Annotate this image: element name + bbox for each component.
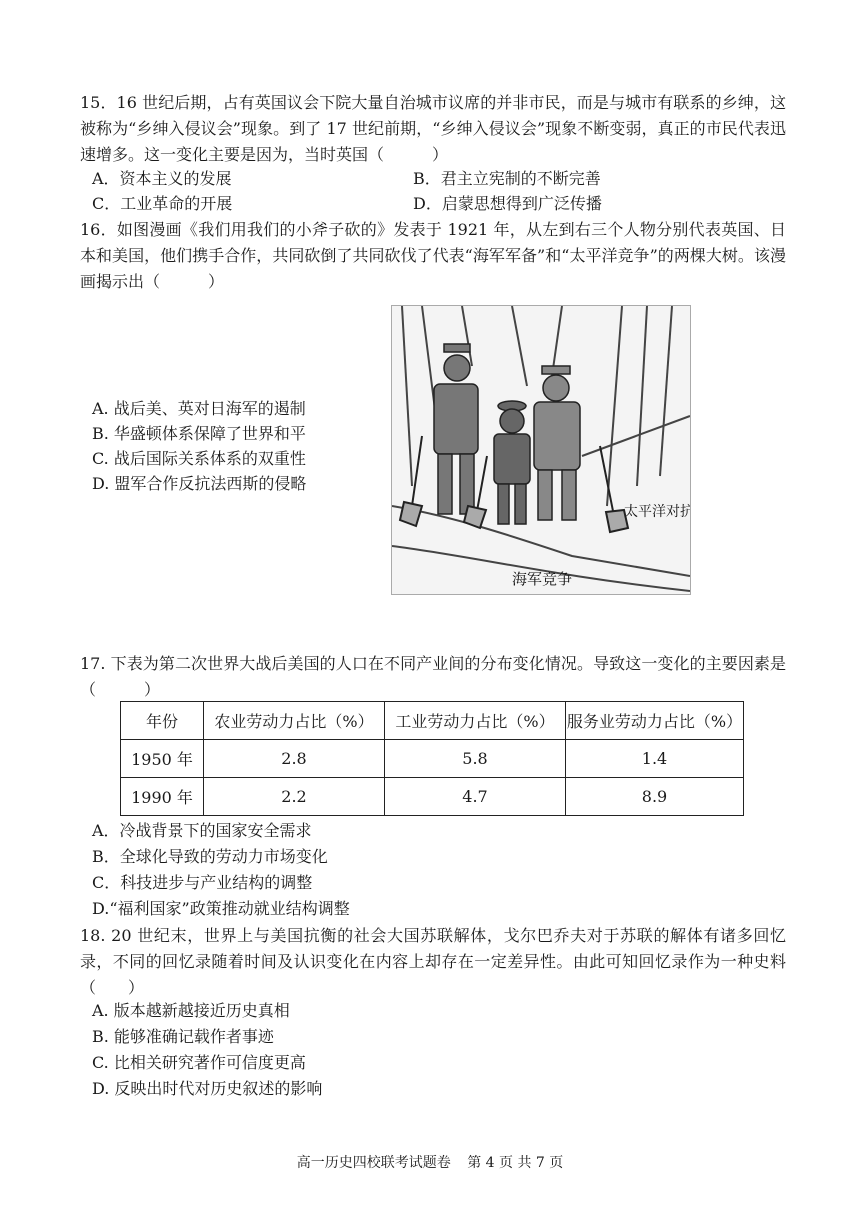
question-17-option-d: D.“福利国家”政策推动就业结构调整 <box>92 899 350 918</box>
question-18-stem: 18. 20 世纪末，世界上与美国抗衡的社会大国苏联解体，戈尔巴乔夫对于苏联的解体有诸多回忆录，不同的回忆录随着时间及认识变化在内容上却存在一定差异性。由此可知回忆录作为一种史料（ ） <box>80 926 786 997</box>
question-18-option-d: D. 反映出时代对历史叙述的影响 <box>92 1079 323 1098</box>
table-header-cell: 农业劳动力占比（%） <box>204 702 385 740</box>
table-cell: 5.8 <box>385 740 566 778</box>
question-16-option-d: D. 盟军合作反抗法西斯的侵略 <box>92 474 307 493</box>
figure-middle <box>494 401 530 524</box>
table-row <box>121 778 744 816</box>
table-header-cell: 工业劳动力占比（%） <box>385 702 566 740</box>
table-cell: 8.9 <box>566 778 744 816</box>
question-18-option-b: B. 能够准确记载作者事迹 <box>92 1027 274 1046</box>
question-16-option-b: B. 华盛顿体系保障了世界和平 <box>92 424 306 443</box>
table-cell: 1.4 <box>566 740 744 778</box>
question-15-option-b: B．君主立宪制的不断完善 <box>413 169 601 188</box>
cartoon-label-naval: 海军竞争 <box>512 570 573 588</box>
figure-right <box>534 366 580 520</box>
exam-title: 高一历史四校联考试题卷 <box>296 1155 451 1171</box>
cartoon-label-pacific: 太平洋对抗 <box>624 504 690 520</box>
political-cartoon <box>391 305 691 595</box>
question-16-option-c: C. 战后国际关系体系的双重性 <box>92 449 306 468</box>
page-footer <box>0 1152 860 1172</box>
population-table <box>120 701 744 816</box>
question-16-stem: 16．如图漫画《我们用我们的小斧子砍的》发表于 1921 年，从左到右三个人物分别代表英国、日本和美国，他们携手合作，共同砍倒了共同砍伐了代表“海军军备”和“太平洋竞争”的两棵大树。该漫画揭示出（ ） <box>80 220 786 291</box>
question-17-option-a: A．冷战背景下的国家安全需求 <box>92 821 312 840</box>
cartoon-drawing <box>392 306 690 594</box>
figure-left <box>434 344 478 514</box>
question-17-stem: 17. 下表为第二次世界大战后美国的人口在不同产业间的分布变化情况。导致这一变化的主要因素是（ ） <box>80 654 786 699</box>
table-header-cell: 年份 <box>121 702 204 740</box>
table-cell: 2.2 <box>204 778 385 816</box>
table-header-cell: 服务业劳动力占比（%） <box>566 702 744 740</box>
table-cell: 1990 年 <box>121 778 204 816</box>
question-15-stem: 15．16 世纪后期，占有英国议会下院大量自治城市议席的并非市民，而是与城市有联系的乡绅，这被称为“乡绅入侵议会”现象。到了 17 世纪前期，“乡绅入侵议会”现象不断变弱，真正的市民代表迅速增多。这一变化主要是因为，当时英国（ ） <box>80 93 786 164</box>
question-16-option-a: A. 战后美、英对日海军的遏制 <box>92 399 306 418</box>
table-cell: 4.7 <box>385 778 566 816</box>
question-18-option-c: C. 比相关研究著作可信度更高 <box>92 1053 306 1072</box>
question-15-option-a: A．资本主义的发展 <box>92 169 232 188</box>
question-18-option-a: A. 版本越新越接近历史真相 <box>92 1001 290 1020</box>
page-number: 第 4 页 共 7 页 <box>467 1155 564 1171</box>
table-header-row <box>121 702 744 740</box>
question-15-option-d: D．启蒙思想得到广泛传播 <box>413 194 602 213</box>
question-15-option-c: C．工业革命的开展 <box>92 194 233 213</box>
question-17-option-b: B．全球化导致的劳动力市场变化 <box>92 847 328 866</box>
table-cell: 1950 年 <box>121 740 204 778</box>
table-cell: 2.8 <box>204 740 385 778</box>
table-row <box>121 740 744 778</box>
question-17-option-c: C．科技进步与产业结构的调整 <box>92 873 313 892</box>
